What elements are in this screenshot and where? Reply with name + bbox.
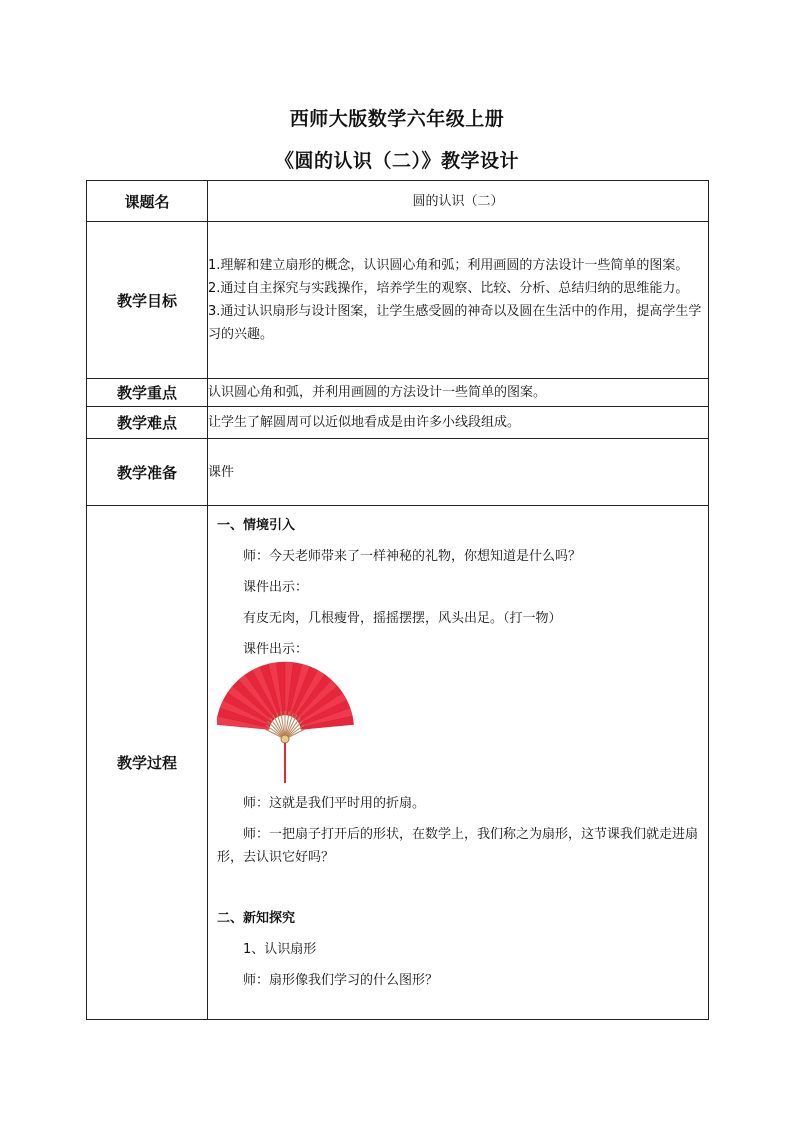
paragraph: 师：一把扇子打开后的形状，在数学上，我们称之为扇形，这节课我们就走进扇形，去认识它好吗？: [217, 827, 699, 865]
process-label: 教学过程: [87, 506, 208, 1020]
paragraph: 师：这就是我们平时用的折扇。: [243, 796, 426, 811]
red-folding-fan-icon: [217, 661, 367, 786]
row-process: [87, 506, 709, 1020]
row-key-points: [87, 379, 709, 407]
row-preparation: [87, 439, 709, 506]
topic-label: 课题名: [87, 181, 208, 222]
key-points-label: 教学重点: [87, 379, 208, 407]
row-goals: [87, 222, 709, 379]
topic-value: 圆的认识（二）: [208, 181, 709, 222]
paragraph: 课件出示：: [243, 580, 309, 595]
section-heading: 一、情境引入: [217, 518, 296, 533]
document-subtitle: 《圆的认识（二）》教学设计: [274, 150, 519, 172]
section-heading: 二、新知探究: [217, 911, 296, 926]
preparation-label: 教学准备: [87, 439, 208, 506]
document-title: 西师大版数学六年级上册: [289, 108, 505, 130]
paragraph: 有皮无肉，几根瘦骨，摇摇摆摆，风头出足。（打一物）: [243, 611, 562, 626]
lesson-plan-table: [86, 180, 709, 1020]
fan-figure: [217, 661, 700, 786]
paragraph: 1、认识扇形: [243, 942, 317, 957]
goal-item: 1.理解和建立扇形的概念，认识圆心角和弧；利用画圆的方法设计一些简单的图案。: [208, 258, 689, 273]
paragraph: 师：扇形像我们学习的什么图形？: [243, 973, 439, 988]
goal-item: 2.通过自主探究与实践操作，培养学生的观察、比较、分析、总结归纳的思维能力。: [208, 281, 689, 296]
paragraph: 师：今天老师带来了一样神秘的礼物，你想知道是什么吗？: [243, 549, 582, 564]
goals-label: 教学目标: [87, 222, 208, 379]
paragraph: 课件出示：: [243, 642, 309, 657]
difficulties-label: 教学难点: [87, 407, 208, 439]
difficulties-value: 让学生了解圆周可以近似地看成是由许多小线段组成。: [208, 407, 709, 439]
goal-item: 3.通过认识扇形与设计图案，让学生感受圆的神奇以及圆在生活中的作用，提高学生学习的兴趣。: [208, 304, 702, 342]
row-difficulties: [87, 407, 709, 439]
process-content: [208, 506, 709, 1020]
key-points-value: 认识圆心角和弧，并利用画圆的方法设计一些简单的图案。: [208, 379, 709, 407]
row-topic: [87, 181, 709, 222]
preparation-value: 课件: [208, 439, 709, 506]
goals-content: [208, 222, 709, 379]
fan-hub: [281, 735, 289, 743]
